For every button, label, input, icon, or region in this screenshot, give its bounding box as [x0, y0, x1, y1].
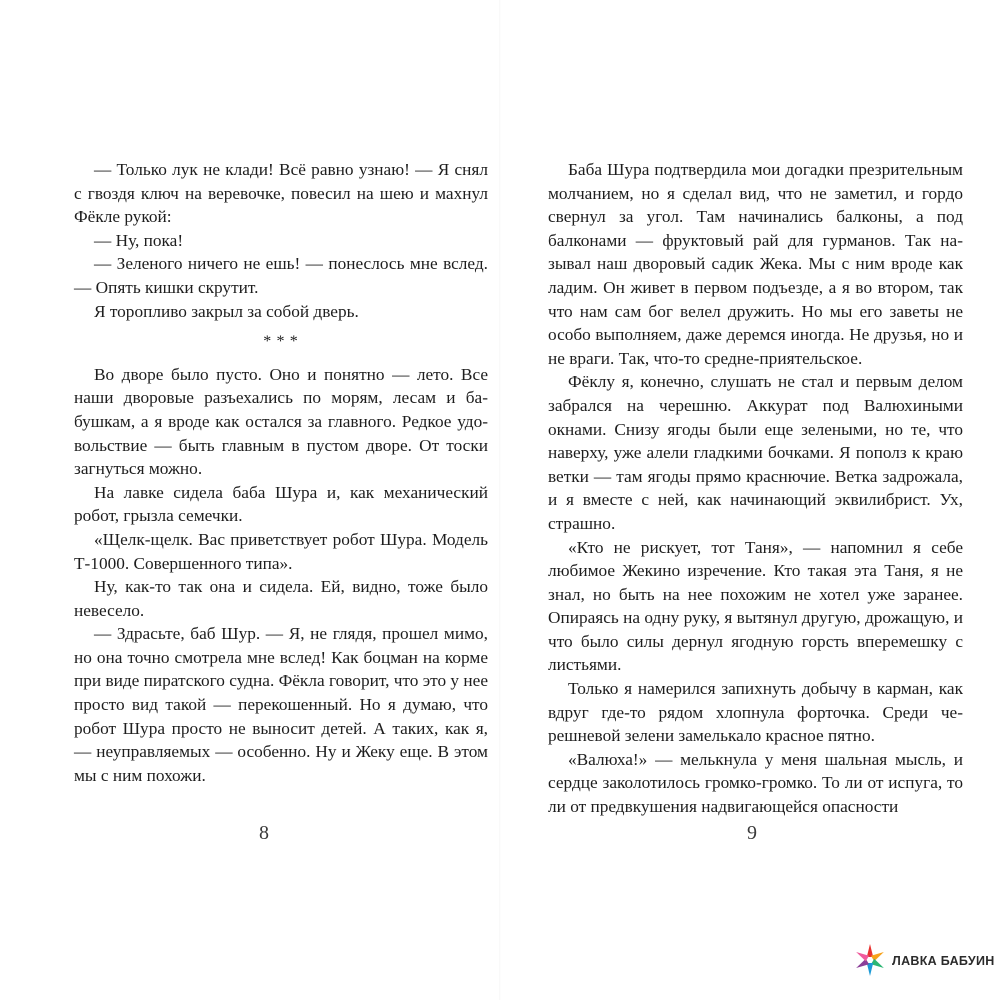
paragraph: «Валюха!» — мелькнула у меня шальная мысль, и сердце заколотилось громко-громко. То ли от испуга, то ли от предвкушения надвигающейся опасности	[548, 749, 963, 817]
star-petal	[867, 944, 873, 957]
right-page-text	[548, 158, 963, 819]
paragraph: Я торопливо закрыл за собой дверь.	[94, 301, 359, 321]
watermark-text: ЛАВКА БАБУИН	[892, 954, 995, 968]
paragraph: «Щелк-щелк. Вас приветствует робот Шура. Модель Т-1000. Совершенного типа».	[74, 529, 488, 573]
shop-watermark	[852, 942, 995, 982]
paragraph: Баба Шура подтвердила мои догадки презрительным молчанием, но я сделал вид, что не заметил, и гордо свернул за угол. Там начинались балконы, а под балконами — фруктовый рай для гурманов. Так называл наш дворовый садик Жека. Мы с ним вроде как ладим. Он живет в первом подъезде, а я во втором, так что нам сам бог велел дружить. Но мы его заветы не особо выполняем, даже деремся иногда. Не друзья, но и не враги. Так, что-то средне-приятельское.	[548, 160, 963, 368]
star-petal	[867, 963, 873, 976]
star-logo-icon	[852, 942, 888, 978]
star-petal	[855, 949, 869, 961]
paragraph: — Ну, пока!	[94, 230, 184, 250]
right-page	[500, 0, 1000, 1000]
paragraph: Только я намерился запихнуть добычу в карман, как вдруг где-то рядом хлопнула форточка. Среди черешневой зелени замелькало красное пятно.	[548, 679, 963, 746]
paragraph: Ну, как-то так она и сидела. Ей, видно, тоже было невесело.	[74, 577, 488, 620]
star-petal	[871, 959, 885, 971]
paragraph: — Только лук не клади! Всё равно узнаю! — Я снял с гвоздя ключ на веревочке, повесил на шею и махнул Фёкле рукой:	[74, 160, 488, 227]
left-page-text	[74, 158, 488, 787]
paragraph: — Здрасьте, баб Шур. — Я, не глядя, прошел мимо, но она точно смотрела мне вслед! Как боцман на корме при виде пиратского судна. Фёкла говорит, что это у нее просто вид такой — перекошенный. Но я думаю, что робот Шура просто не выносит детей. А таких, как я, — неуправляемых — особенно. Ну и Жеку еще. В этом мы с ним похожи.	[74, 624, 488, 785]
section-separator: * * *	[263, 333, 299, 351]
page-number-right: 9	[747, 822, 757, 844]
page-number-left: 8	[259, 822, 269, 844]
paragraph: На лавке сидела баба Шура и, как механический робот, грызла семечки.	[74, 482, 488, 526]
paragraph: Во дворе было пусто. Оно и понятно — лето. Все наши дворовые разъехались по морям, лесам и бабушкам, а я вроде как остался за главного. Редкое удовольствие — быть главным в пустом дворе. От тоски загнуться можно.	[74, 364, 488, 479]
paragraph: — Зеленого ничего не ешь! — понеслось мне вслед. — Опять кишки скрутит.	[74, 254, 488, 297]
paragraph: Фёклу я, конечно, слушать не стал и первым делом забрался на черешню. Аккурат под Валюхиными окнами. Снизу ягоды были еще зелеными, но те, что наверху, уже алели гладкими бочками. Я пополз к краю ветки — там ягоды прямо краснючие. Ветка задрожала, и я вместе с ней, как начинающий эквилибрист. Ух, страшно.	[548, 372, 963, 533]
star-petal	[855, 959, 869, 971]
paragraph: «Кто не рискует, тот Таня», — напомнил я себе любимое Жекино изречение. Кто такая эта Таня, я не знал, но быть на нее похожим не хотел уже заранее. Опираясь на одну руку, я вытянул другую, дрожащую, и что было силы дернул ягодную горсть вперемешку с листьями.	[548, 537, 963, 675]
star-petal	[871, 949, 885, 961]
